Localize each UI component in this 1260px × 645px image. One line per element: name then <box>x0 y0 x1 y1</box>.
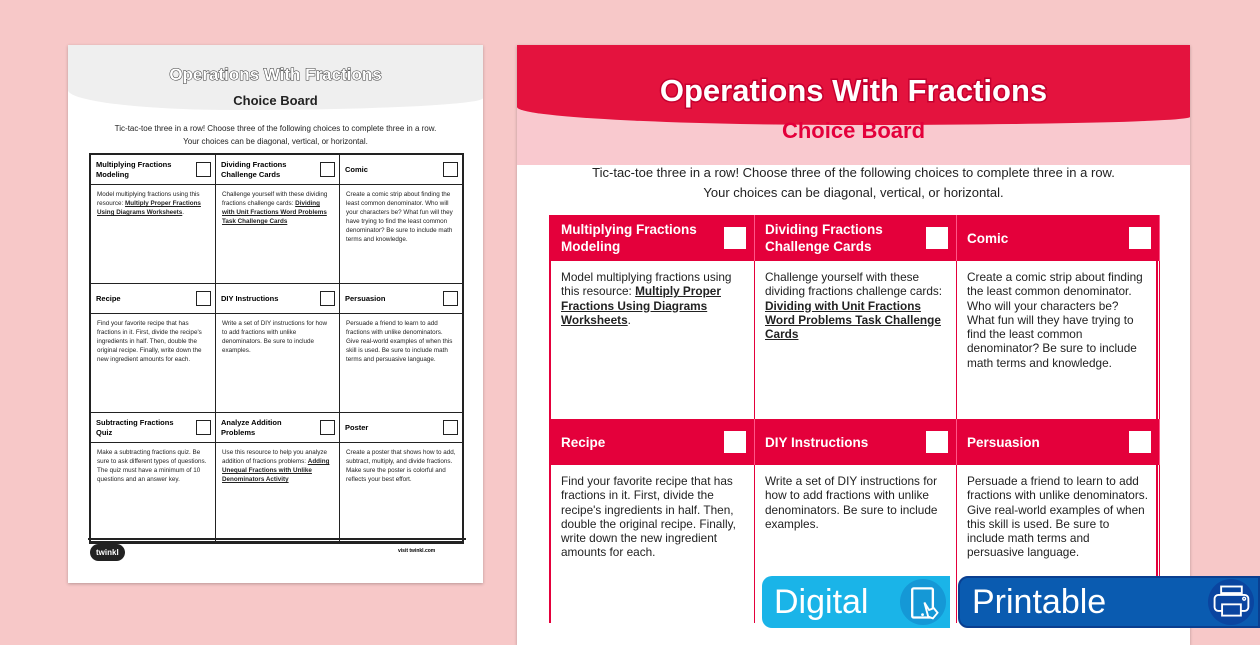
choice-title: Multiplying Fractions Modeling <box>561 222 697 254</box>
choice-header <box>340 284 462 314</box>
choice-title: Persuasion <box>345 293 386 303</box>
visit-link: visit twinkl.com <box>398 548 436 554</box>
choice-title: Recipe <box>96 293 121 303</box>
resource-link[interactable]: Dividing with Unit Fractions Word Problems Task Challenge Cards <box>222 200 327 225</box>
printer-icon <box>1208 579 1254 625</box>
description-text: Write a set of DIY instructions for how to add fractions with unlike denominators. Be sure to include examples. <box>765 474 938 531</box>
choice-header <box>755 419 957 465</box>
printable-badge: Printable <box>958 576 1260 628</box>
description-end: . <box>627 312 631 327</box>
page-subtitle: Choice Board <box>781 118 926 143</box>
choice-header <box>340 155 462 185</box>
choice-header <box>91 155 216 185</box>
choice-header <box>91 413 216 443</box>
description-text: Challenge yourself with these dividing fractions challenge cards: <box>765 270 943 299</box>
resource-link[interactable]: Dividing with Unit Fractions Word Problems Task Challenge Cards <box>765 298 941 342</box>
choice-board-grid <box>549 215 1158 623</box>
choice-description <box>216 185 340 284</box>
choice-header <box>216 155 340 185</box>
choice-header <box>340 413 462 443</box>
choice-checkbox[interactable] <box>926 227 948 249</box>
choice-header <box>216 413 340 443</box>
zoomed-preview-page <box>517 45 1190 645</box>
instructions: Tic-tac-toe three in a row! Choose three of the following choices to complete three in a row. Your choices can be diagonal, vertical, or horizontal. <box>114 124 437 146</box>
description-text: Write a set of DIY instructions for how to add fractions with unlike denominators. Be sure to include examples. <box>222 320 328 354</box>
page-subtitle: Choice Board <box>233 93 318 108</box>
twinkl-logo: twinkl <box>90 544 125 561</box>
choice-checkbox[interactable] <box>320 420 335 435</box>
choice-checkbox[interactable] <box>1129 431 1151 453</box>
choice-title: Dividing Fractions Challenge Cards <box>765 222 883 254</box>
choice-header <box>755 215 957 261</box>
choice-board-grid <box>89 153 464 544</box>
choice-checkbox[interactable] <box>1129 227 1151 249</box>
choice-description <box>957 261 1160 419</box>
description-text: Create a comic strip about finding the least common denominator. Who will your characters be? What fun will they have trying to find the least common denominator? Be sure to include math terms and knowledge. <box>346 191 453 243</box>
description-text: Find your favorite recipe that has fractions in it. First, divide the recipe's ingredients in half. Then, double the original recipe. Finally, write down the new ingredient amounts for each. <box>561 474 736 560</box>
description-text: Find your favorite recipe that has fractions in it. First, divide the recipe's ingredients in half. Then, double the original recipe. Finally, write down the new ingredient amounts for each. <box>97 320 202 363</box>
choice-description <box>216 314 340 413</box>
choice-description <box>216 443 340 542</box>
choice-title: Analyze Addition Problems <box>221 417 282 437</box>
choice-header <box>957 215 1160 261</box>
choice-description <box>91 314 216 413</box>
choice-title: Multiplying Fractions Modeling <box>96 159 172 179</box>
resource-link[interactable]: Multiply Proper Fractions Using Diagrams Worksheets <box>561 284 721 327</box>
choice-checkbox[interactable] <box>926 431 948 453</box>
choice-header <box>91 284 216 314</box>
choice-description <box>91 185 216 284</box>
description-text: Create a comic strip about finding the least common denominator. Who will your characters be? What fun will they have trying to find the least common denominator? Be sure to include math terms and knowledge. <box>967 270 1143 370</box>
choice-description <box>91 443 216 542</box>
description-text: Model multiplying fractions using this resource: <box>97 191 200 207</box>
footer-divider <box>88 538 466 540</box>
choice-description <box>340 314 462 413</box>
description-text: Model multiplying fractions using this resource: <box>561 270 732 299</box>
choice-checkbox[interactable] <box>196 420 211 435</box>
digital-badge: Digital <box>762 576 950 628</box>
resource-link[interactable]: Adding Unequal Fractions with Unlike Denominators Activity <box>222 458 330 483</box>
choice-description <box>551 465 755 623</box>
description-text: Challenge yourself with these dividing fractions challenge cards: <box>222 191 328 207</box>
description-end: . <box>182 209 185 216</box>
choice-title: DIY Instructions <box>221 293 279 303</box>
description-text: Persuade a friend to learn to add fractions with unlike denominators. Give real-world examples of when this skill is used. Be sure to include math terms and persuasive language. <box>346 320 453 363</box>
choice-description <box>551 261 755 419</box>
choice-title: DIY Instructions <box>765 434 869 450</box>
choice-checkbox[interactable] <box>196 291 211 306</box>
resource-link[interactable]: Multiply Proper Fractions Using Diagrams Worksheets <box>97 200 201 216</box>
choice-checkbox[interactable] <box>443 420 458 435</box>
choice-header <box>551 215 755 261</box>
tablet-icon <box>900 579 946 625</box>
description-text: Make a subtracting fractions quiz. Be sure to ask different types of questions. The quiz must have a minimum of 10 questions and an answer key. <box>97 449 207 483</box>
choice-title: Dividing Fractions Challenge Cards <box>221 159 287 179</box>
page-title: Operations With Fractions <box>659 73 1048 108</box>
choice-header <box>957 419 1160 465</box>
choice-title: Comic <box>967 230 1009 246</box>
instructions: Tic-tac-toe three in a row! Choose three of the following choices to complete three in a row. Your choices can be diagonal, vertical, or horizontal. <box>592 165 1115 200</box>
printable-preview-page <box>68 45 483 583</box>
description-text: Persuade a friend to learn to add fractions with unlike denominators. Give real-world examples of when this skill is used. Be sure to include math terms and persuasive language. <box>967 474 1148 560</box>
choice-description <box>340 185 462 284</box>
choice-title: Persuasion <box>967 434 1040 450</box>
choice-checkbox[interactable] <box>443 162 458 177</box>
choice-header <box>551 419 755 465</box>
choice-checkbox[interactable] <box>320 162 335 177</box>
choice-title: Subtracting Fractions Quiz <box>96 417 174 437</box>
description-text: Create a poster that shows how to add, subtract, multiply, and divide fractions. Make sure the poster is colorful and reflects your best effort. <box>346 449 456 483</box>
choice-checkbox[interactable] <box>196 162 211 177</box>
choice-description <box>340 443 462 542</box>
choice-checkbox[interactable] <box>320 291 335 306</box>
choice-checkbox[interactable] <box>724 431 746 453</box>
choice-checkbox[interactable] <box>724 227 746 249</box>
page-title: Operations With Fractions <box>169 65 382 84</box>
choice-title: Poster <box>345 422 369 432</box>
choice-title: Recipe <box>561 434 606 450</box>
choice-checkbox[interactable] <box>443 291 458 306</box>
choice-title: Comic <box>345 164 368 174</box>
choice-header <box>216 284 340 314</box>
choice-description <box>755 261 957 419</box>
description-text: Use this resource to help you analyze addition of fractions problems: <box>222 449 328 465</box>
